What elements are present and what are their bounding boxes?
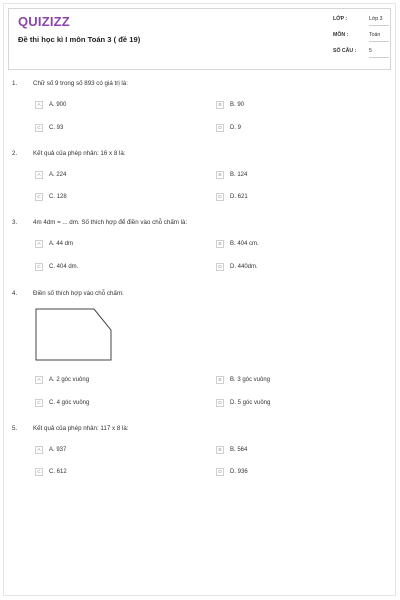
- q2-option-d[interactable]: [216, 193, 248, 201]
- question-number: 4.: [12, 290, 18, 297]
- option-letter-box: D: [216, 399, 224, 407]
- q5-option-d[interactable]: [216, 468, 248, 476]
- option-text: A. 900: [49, 102, 67, 108]
- option-letter-box: A: [35, 446, 43, 454]
- question-text: Chữ số 9 trong số 893 có giá trị là:: [33, 80, 128, 87]
- option-text: A. 2 góc vuông: [49, 377, 90, 383]
- q1-option-a[interactable]: [35, 101, 66, 109]
- worksheet-header: [8, 8, 391, 70]
- meta-subject-value: Toán: [369, 32, 381, 38]
- option-text: B. 124: [230, 172, 248, 178]
- question-number: 5.: [12, 425, 18, 432]
- quizizz-logo: QUIZIZZ: [18, 14, 70, 29]
- option-letter-box: D: [216, 263, 224, 271]
- option-letter-box: B: [216, 376, 224, 384]
- q4-option-a[interactable]: [35, 376, 89, 384]
- q5-option-a[interactable]: [35, 446, 66, 454]
- option-letter-box: D: [216, 193, 224, 201]
- worksheet-page: [3, 3, 396, 596]
- q5-option-b[interactable]: [216, 446, 247, 454]
- q4-option-c[interactable]: [35, 399, 89, 407]
- option-text: C. 404 dm.: [49, 264, 79, 270]
- question-number: 1.: [12, 80, 18, 87]
- meta-subject-label: MÔN :: [333, 32, 349, 38]
- option-letter-box: B: [216, 446, 224, 454]
- meta-count-value: 5: [369, 48, 372, 54]
- question-number: 3.: [12, 219, 18, 226]
- q5-option-c[interactable]: [35, 468, 67, 476]
- q3-option-d[interactable]: [216, 263, 258, 271]
- meta-class-label: LỚP :: [333, 16, 348, 22]
- q2-option-a[interactable]: [35, 171, 66, 179]
- option-text: D. 9: [230, 125, 242, 131]
- q3-option-a[interactable]: [35, 240, 73, 248]
- option-letter-box: C: [35, 193, 43, 201]
- option-letter-box: A: [35, 240, 43, 248]
- option-letter-box: B: [216, 240, 224, 248]
- option-letter-box: A: [35, 376, 43, 384]
- q2-option-b[interactable]: [216, 171, 247, 179]
- meta-class-underline: [369, 25, 389, 26]
- question-text: Kết quả của phép nhân: 117 x 8 là:: [33, 425, 129, 432]
- q3-option-b[interactable]: [216, 240, 259, 248]
- option-letter-box: D: [216, 468, 224, 476]
- q1-option-c[interactable]: [35, 124, 63, 132]
- option-text: D. 621: [230, 194, 248, 200]
- option-text: D. 5 góc vuông: [230, 400, 271, 406]
- option-letter-box: A: [35, 171, 43, 179]
- pentagon-shape: [36, 309, 111, 360]
- q4-option-d[interactable]: [216, 399, 270, 407]
- option-letter-box: D: [216, 124, 224, 132]
- meta-count-underline: [369, 57, 389, 58]
- option-text: C. 93: [49, 125, 64, 131]
- meta-subject-underline: [369, 41, 389, 42]
- option-letter-box: C: [35, 399, 43, 407]
- option-text: A. 937: [49, 447, 67, 453]
- option-letter-box: A: [35, 101, 43, 109]
- option-letter-box: B: [216, 171, 224, 179]
- q4-option-b[interactable]: [216, 376, 270, 384]
- option-text: D. 936: [230, 469, 248, 475]
- option-text: B. 90: [230, 102, 245, 108]
- option-text: C. 4 góc vuông: [49, 400, 90, 406]
- meta-class-value: Lớp 3: [369, 16, 383, 22]
- option-text: C. 128: [49, 194, 67, 200]
- q1-option-b[interactable]: [216, 101, 244, 109]
- question-text: Kết quả của phép nhân: 16 x 8 là:: [33, 150, 126, 157]
- question-number: 2.: [12, 150, 18, 157]
- option-text: B. 3 góc vuông: [230, 377, 271, 383]
- option-letter-box: C: [35, 468, 43, 476]
- option-text: B. 404 cm.: [230, 241, 259, 247]
- shape-figure: [35, 308, 115, 362]
- option-letter-box: C: [35, 124, 43, 132]
- q1-option-d[interactable]: [216, 124, 241, 132]
- meta-count-label: SỐ CÂU :: [333, 48, 357, 54]
- option-text: C. 612: [49, 469, 67, 475]
- q2-option-c[interactable]: [35, 193, 67, 201]
- option-text: D. 440dm.: [230, 264, 258, 270]
- option-text: A. 44 dm: [49, 241, 74, 247]
- option-letter-box: C: [35, 263, 43, 271]
- question-text: Điền số thích hợp vào chỗ chấm:: [33, 290, 124, 297]
- question-text: 4m 4dm = ... dm. Số thích hợp để điền vào chỗ chấm là:: [33, 219, 188, 226]
- page-title: Đề thi học kì I môn Toán 3 ( đề 19): [18, 35, 141, 44]
- option-letter-box: B: [216, 101, 224, 109]
- option-text: B. 564: [230, 447, 248, 453]
- q3-option-c[interactable]: [35, 263, 78, 271]
- option-text: A. 224: [49, 172, 67, 178]
